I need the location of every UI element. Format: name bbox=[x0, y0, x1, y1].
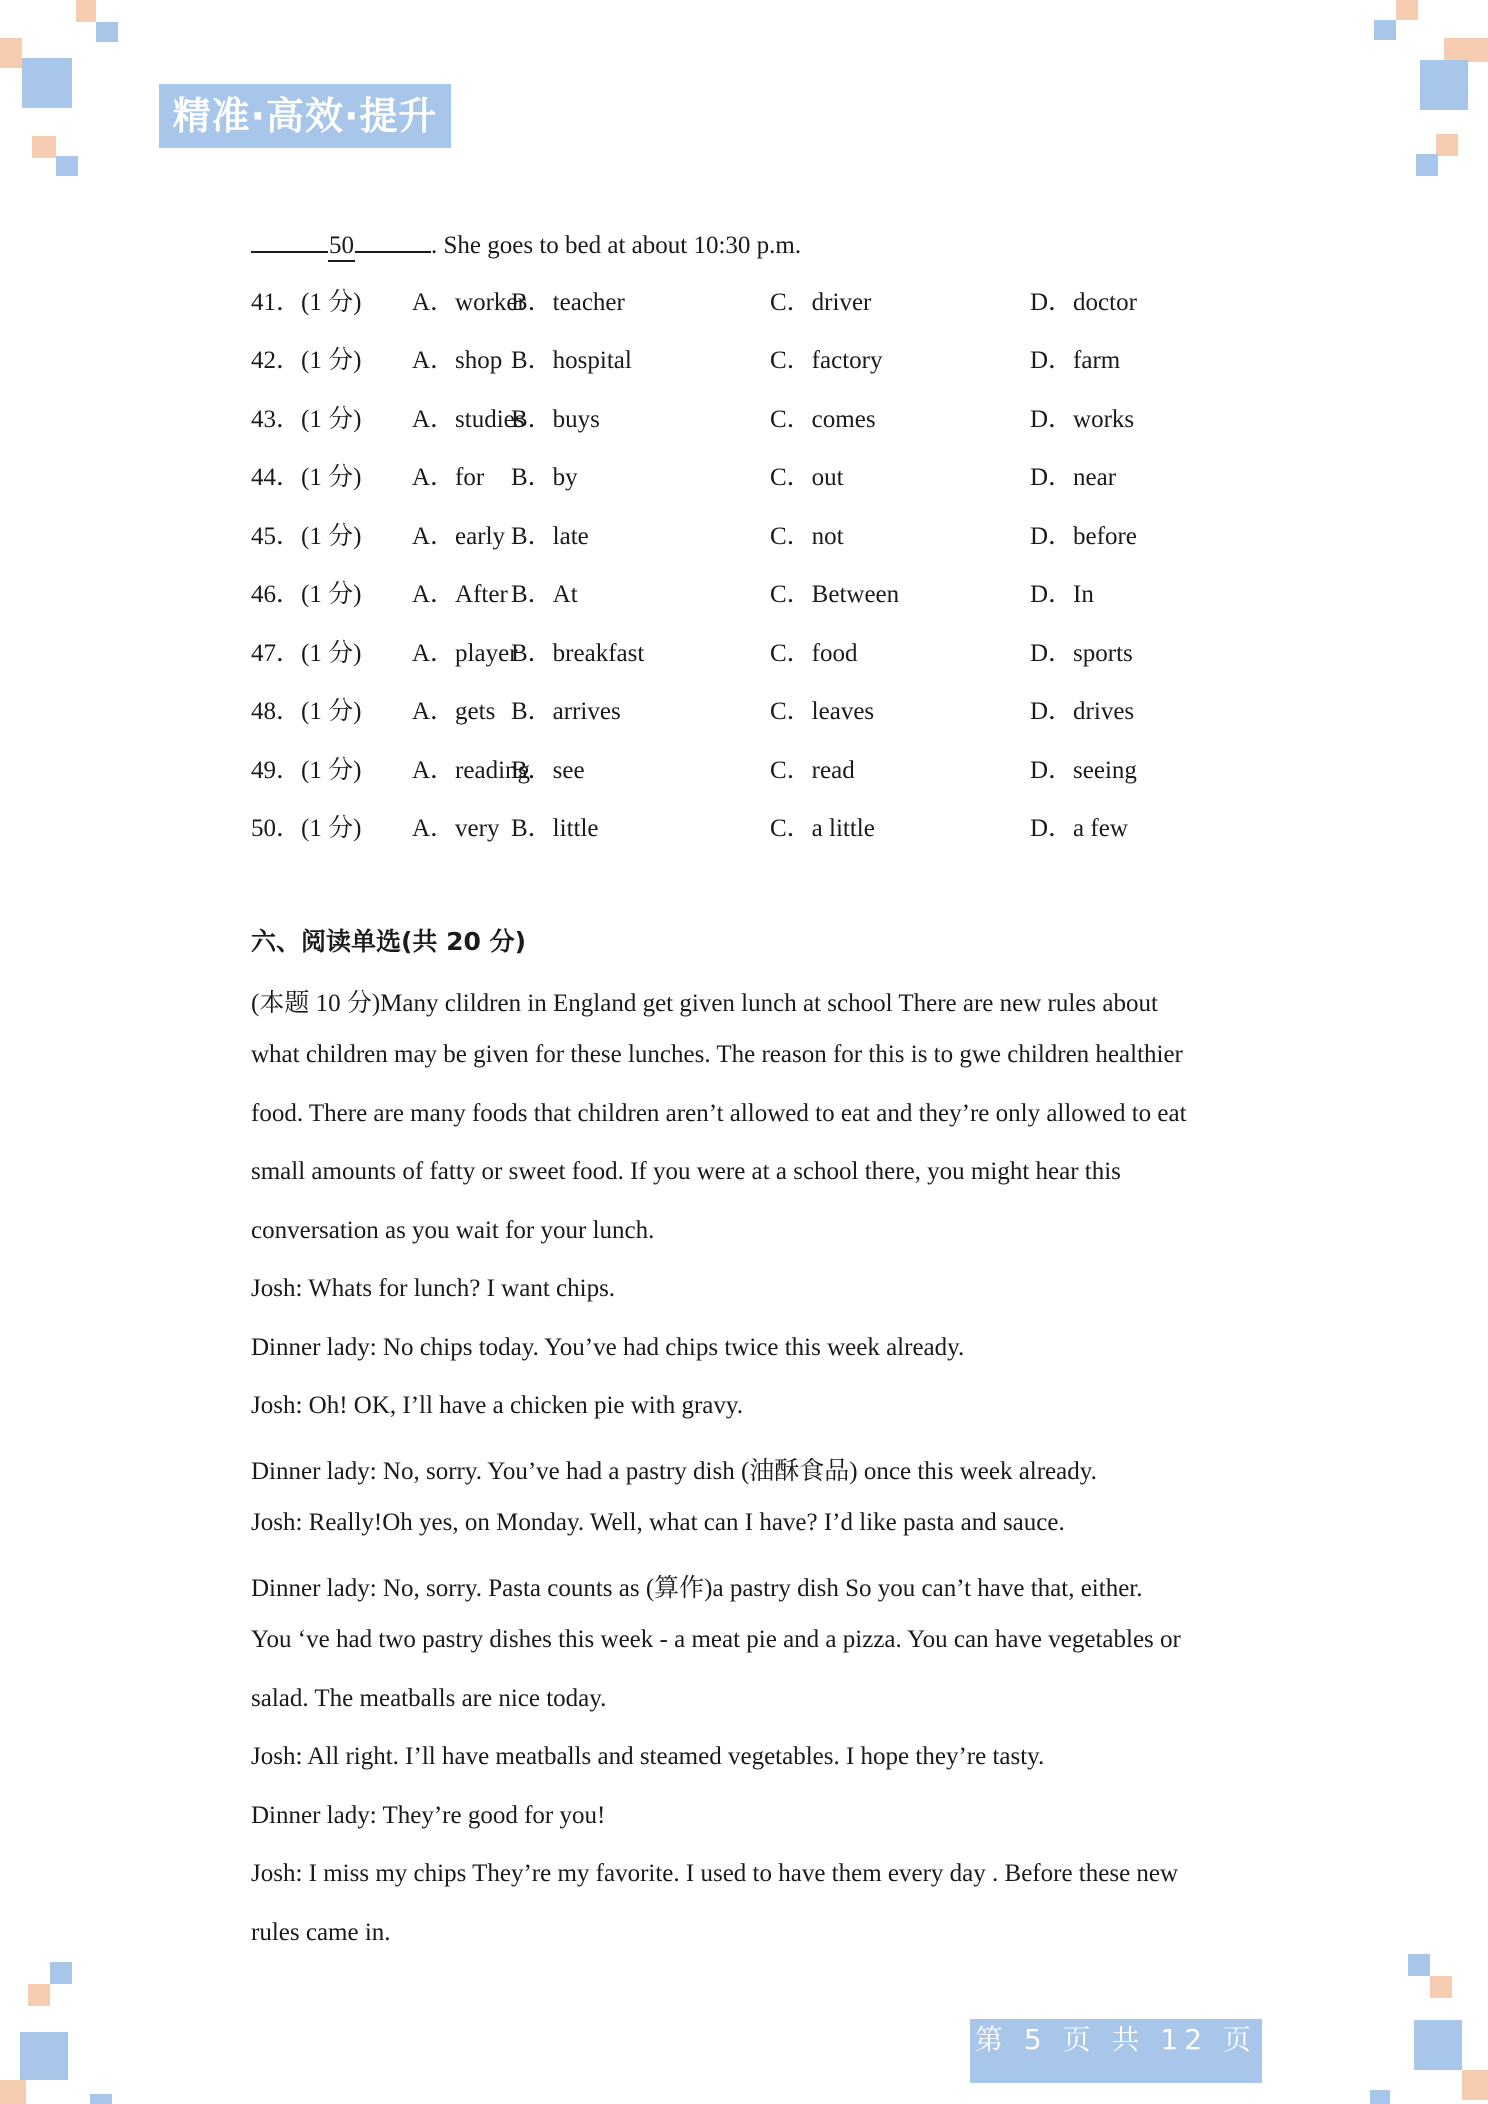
option-b: B．teacher bbox=[511, 289, 625, 316]
option-c: C．leaves bbox=[770, 698, 875, 725]
passage-line: Dinner lady: No, sorry. Pasta counts as (算作)a pastry dish So you can’t have that, either. bbox=[251, 1575, 1143, 1602]
passage-line: small amounts of fatty or sweet food. If you were at a school there, you might hear this bbox=[251, 1158, 1121, 1185]
option-b: B．arrives bbox=[511, 698, 621, 725]
brand-banner: 精准·高效·提升 bbox=[159, 84, 451, 148]
option-c: C．comes bbox=[770, 406, 876, 433]
option-a: A．worker bbox=[412, 289, 526, 316]
passage-line: Dinner lady: They’re good for you! bbox=[251, 1802, 606, 1829]
option-b: B．see bbox=[511, 757, 585, 784]
option-b: B．little bbox=[511, 815, 599, 842]
intro-text: . She goes to bed at about 10:30 p.m. bbox=[431, 232, 802, 259]
passage-line: You ‘ve had two pastry dishes this week - a meat pie and a pizza. You can have vegetables or bbox=[251, 1626, 1181, 1653]
option-d: D．sports bbox=[1030, 640, 1133, 667]
option-b: B．buys bbox=[511, 406, 600, 433]
passage-line: Dinner lady: No, sorry. You’ve had a pastry dish (油酥食品) once this week already. bbox=[251, 1458, 1097, 1485]
question-number: 46．(1 分) bbox=[251, 581, 362, 608]
option-b: B．by bbox=[511, 464, 578, 491]
question-number: 50．(1 分) bbox=[251, 815, 362, 842]
blank-underline bbox=[355, 225, 431, 253]
page-number-badge: 第 5 页 共 12 页 bbox=[970, 2019, 1262, 2083]
option-c: C．a little bbox=[770, 815, 875, 842]
option-d: D．seeing bbox=[1030, 757, 1137, 784]
option-d: D．near bbox=[1030, 464, 1117, 491]
passage-line: Josh: Whats for lunch? I want chips. bbox=[251, 1275, 616, 1302]
option-a: A．gets bbox=[412, 698, 496, 725]
option-b: B．At bbox=[511, 581, 578, 608]
passage-line: Dinner lady: No chips today. You’ve had chips twice this week already. bbox=[251, 1334, 965, 1361]
option-a: A．for bbox=[412, 464, 485, 491]
option-d: D．In bbox=[1030, 581, 1094, 608]
option-c: C．Between bbox=[770, 581, 900, 608]
blank-underline bbox=[251, 225, 328, 253]
passage-line: salad. The meatballs are nice today. bbox=[251, 1685, 607, 1712]
passage-line: what children may be given for these lunches. The reason for this is to gwe children healthier bbox=[251, 1041, 1183, 1068]
option-d: D．doctor bbox=[1030, 289, 1137, 316]
option-a: A．studies bbox=[412, 406, 525, 433]
option-c: C．food bbox=[770, 640, 858, 667]
question-number: 42．(1 分) bbox=[251, 347, 362, 374]
question-number: 41．(1 分) bbox=[251, 289, 362, 316]
option-c: C．not bbox=[770, 523, 844, 550]
option-c: C．driver bbox=[770, 289, 872, 316]
question-number: 47．(1 分) bbox=[251, 640, 362, 667]
question-number: 45．(1 分) bbox=[251, 523, 362, 550]
option-d: D．farm bbox=[1030, 347, 1121, 374]
option-d: D．before bbox=[1030, 523, 1137, 550]
question-number: 44．(1 分) bbox=[251, 464, 362, 491]
passage-line: rules came in. bbox=[251, 1919, 391, 1946]
option-c: C．out bbox=[770, 464, 844, 491]
option-d: D．a few bbox=[1030, 815, 1128, 842]
option-b: B．breakfast bbox=[511, 640, 645, 667]
option-a: A．reading bbox=[412, 757, 531, 784]
passage-line: Josh: I miss my chips They’re my favorite. I used to have them every day . Before these new bbox=[251, 1860, 1179, 1887]
option-a: A．After bbox=[412, 581, 508, 608]
option-a: A．player bbox=[412, 640, 518, 667]
option-c: C．factory bbox=[770, 347, 883, 374]
section-title: 六、阅读单选(共 20 分) bbox=[251, 927, 527, 956]
question-number: 48．(1 分) bbox=[251, 698, 362, 725]
option-a: A．very bbox=[412, 815, 500, 842]
passage-line: food. There are many foods that children aren’t allowed to eat and they’re only allowed to eat bbox=[251, 1100, 1187, 1127]
passage-line: conversation as you wait for your lunch. bbox=[251, 1217, 655, 1244]
passage-line: (本题 10 分)Many clildren in England get given lunch at school There are new rules about bbox=[251, 990, 1158, 1017]
option-c: C．read bbox=[770, 757, 855, 784]
option-b: B．hospital bbox=[511, 347, 632, 374]
intro-line bbox=[251, 225, 801, 262]
option-d: D．drives bbox=[1030, 698, 1135, 725]
passage-line: Josh: All right. I’ll have meatballs and steamed vegetables. I hope they’re tasty. bbox=[251, 1743, 1045, 1770]
option-d: D．works bbox=[1030, 406, 1135, 433]
passage-line: Josh: Really!Oh yes, on Monday. Well, what can I have? I’d like pasta and sauce. bbox=[251, 1509, 1065, 1536]
question-number: 49．(1 分) bbox=[251, 757, 362, 784]
question-number: 43．(1 分) bbox=[251, 406, 362, 433]
option-a: A．early bbox=[412, 523, 506, 550]
option-a: A．shop bbox=[412, 347, 503, 374]
passage-line: Josh: Oh! OK, I’ll have a chicken pie with gravy. bbox=[251, 1392, 743, 1419]
option-b: B．late bbox=[511, 523, 589, 550]
blank-number: 50 bbox=[328, 232, 355, 262]
